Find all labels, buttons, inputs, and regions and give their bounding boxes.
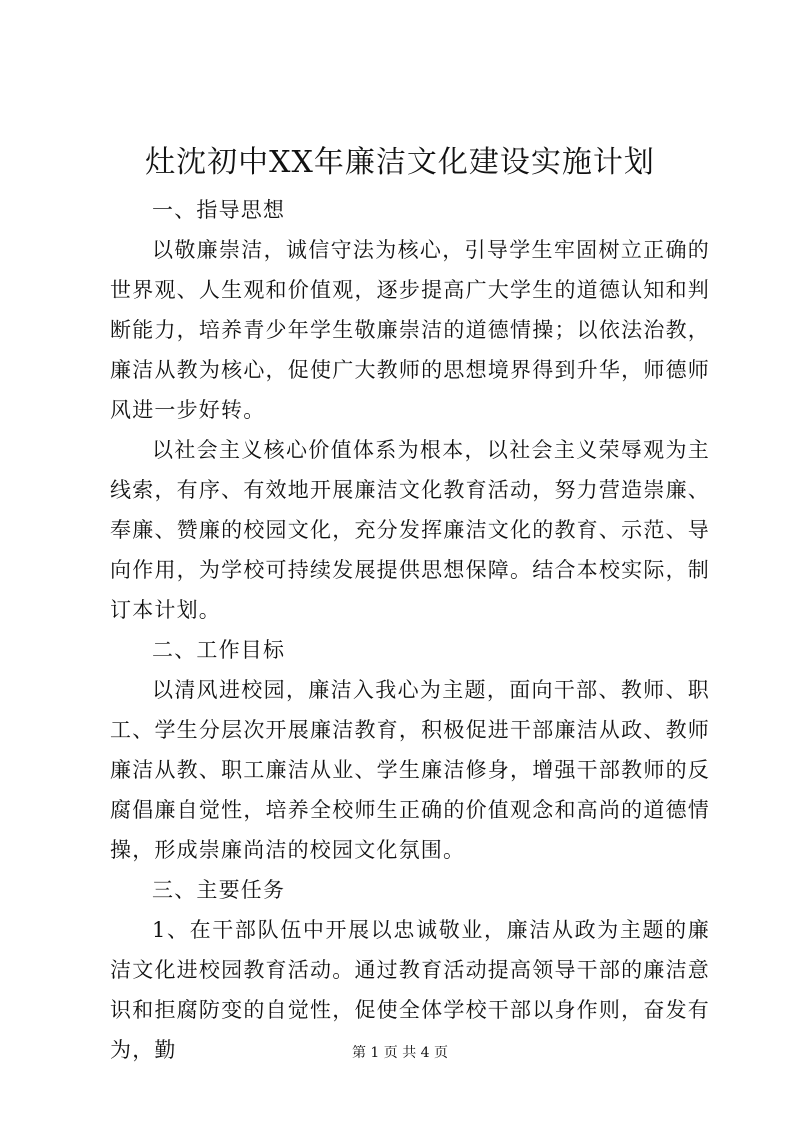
page-footer: 第 1 页 共 4 页 <box>351 1045 449 1061</box>
document-body <box>110 190 710 1070</box>
paragraph: 以敬廉崇洁，诚信守法为核心，引导学生牢固树立正确的世界观、人生观和价值观，逐步提高广大学生的道德认知和判断能力，培养青少年学生敬廉崇洁的道德情操；以依法治教，廉洁从教为核心，促使广大教师的思想境界得到升华，师德师风进一步好转。 <box>110 238 710 422</box>
document-title: 灶沈初中XX年廉洁文化建设实施计划 <box>145 145 655 180</box>
section-heading: 三、主要任务 <box>152 878 286 902</box>
paragraph: 1、在干部队伍中开展以忠诚敬业，廉洁从政为主题的廉洁文化进校园教育活动。通过教育活动提高领导干部的廉洁意识和拒腐防变的自觉性，促使全体学校干部以身作则，奋发有为，勤 <box>110 918 710 1062</box>
paragraph: 以社会主义核心价值体系为根本，以社会主义荣辱观为主线索，有序、有效地开展廉洁文化教育活动，努力营造崇廉、奉廉、赞廉的校园文化，充分发挥廉洁文化的教育、示范、导向作用，为学校可持续发展提供思想保障。结合本校实际，制订本计划。 <box>110 438 710 622</box>
section-heading: 一、指导思想 <box>152 198 286 222</box>
paragraph: 以清风进校园，廉洁入我心为主题，面向干部、教师、职工、学生分层次开展廉洁教育，积极促进干部廉洁从政、教师廉洁从教、职工廉洁从业、学生廉洁修身，增强干部教师的反腐倡廉自觉性，培养全校师生正确的价值观念和高尚的道德情操，形成崇廉尚洁的校园文化氛围。 <box>110 678 710 862</box>
section-heading: 二、工作目标 <box>152 638 286 662</box>
